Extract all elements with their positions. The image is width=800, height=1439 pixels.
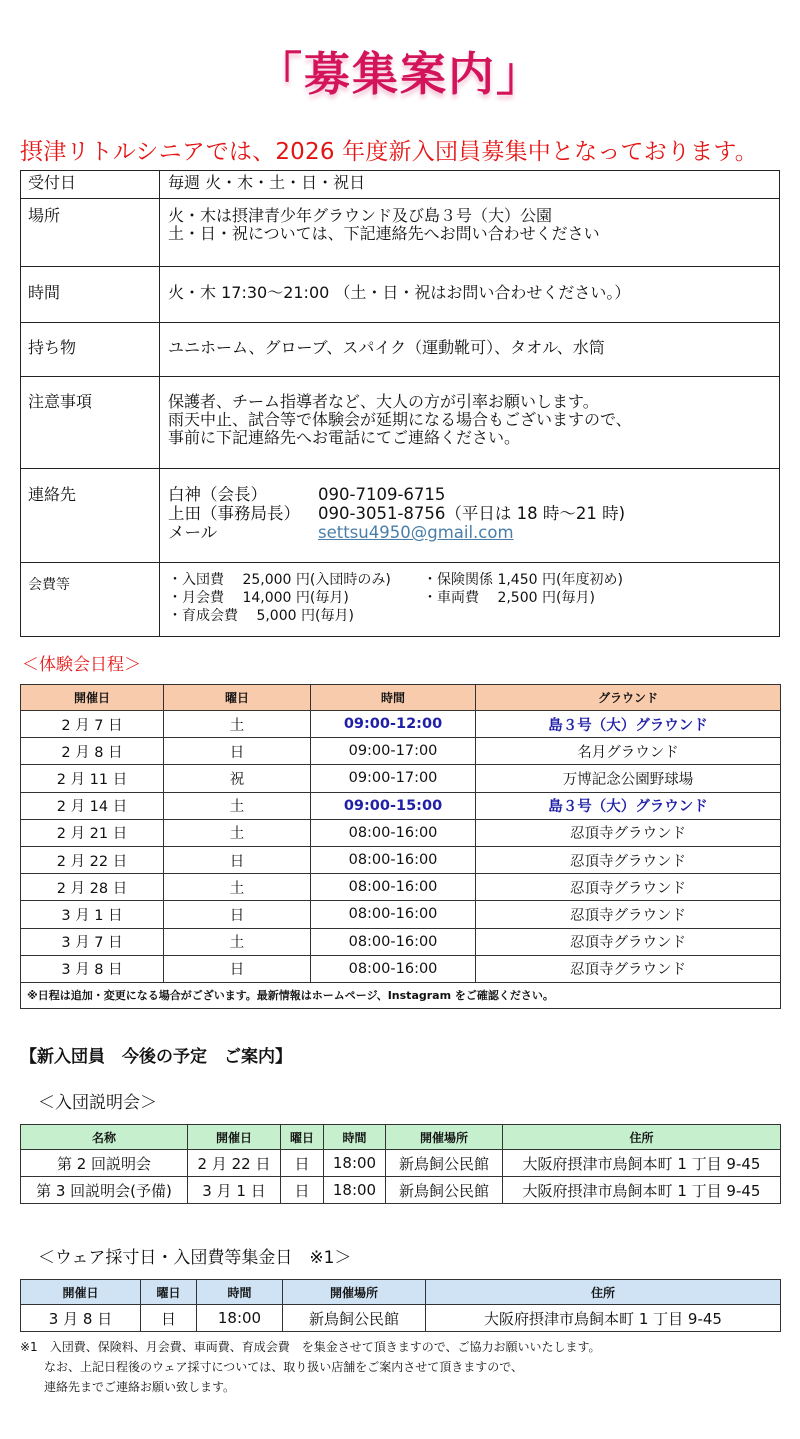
briefing-cell: 第 2 回説明会 <box>21 1150 188 1177</box>
wear-cell: 新鳥飼公民館 <box>283 1305 426 1332</box>
info-row-reception <box>21 171 780 199</box>
column-header: 時間 <box>197 1280 283 1305</box>
trial-cell-time: 09:00-17:00 <box>311 738 476 765</box>
trial-row <box>21 738 781 765</box>
briefing-cell: 日 <box>281 1177 324 1204</box>
trial-cell-day: 土 <box>164 819 311 846</box>
trial-row <box>21 711 781 738</box>
trial-row <box>21 765 781 792</box>
place-line: 火・木は摂津青少年グラウンド及び島３号（大）公園 <box>168 206 553 225</box>
briefing-heading: ＜入団説明会＞ <box>38 1093 157 1113</box>
trial-row <box>21 819 781 846</box>
briefing-cell: 2 月 22 日 <box>188 1150 281 1177</box>
info-value: ユニホーム、グローブ、スパイク（運動靴可）、タオル、水筒 <box>160 323 780 377</box>
trial-cell-day: 土 <box>164 928 311 955</box>
info-label: 会費等 <box>21 563 160 637</box>
briefing-cell: 第 3 回説明会(予備) <box>21 1177 188 1204</box>
trial-row <box>21 901 781 928</box>
contact-name: 白神（会長） <box>168 485 267 504</box>
wear-body <box>21 1305 781 1332</box>
info-value <box>160 469 780 563</box>
trial-cell-time: 09:00-17:00 <box>311 765 476 792</box>
column-header: 開催日 <box>188 1125 281 1150</box>
wear-cell: 大阪府摂津市鳥飼本町 1 丁目 9-45 <box>426 1305 781 1332</box>
trial-row <box>21 874 781 901</box>
notes-line: 保護者、チーム指導者など、大人の方が引率お願いします。 <box>168 392 599 411</box>
fee-grid <box>168 571 779 625</box>
info-label: 連絡先 <box>21 469 160 563</box>
fee-item: ・月会費 14,000 円(毎月) <box>168 590 349 606</box>
info-row-time <box>21 267 780 323</box>
trial-row <box>21 792 781 819</box>
info-value <box>160 199 780 267</box>
trial-cell-time: 08:00-16:00 <box>311 819 476 846</box>
trial-cell-date: 2 月 7 日 <box>21 711 164 738</box>
info-value <box>160 563 780 637</box>
trial-cell-date: 2 月 14 日 <box>21 792 164 819</box>
briefing-table <box>20 1124 781 1204</box>
footnote-line: 連絡先までご連絡お願い致します。 <box>20 1380 236 1394</box>
trial-row <box>21 846 781 873</box>
info-row-contact <box>21 469 780 563</box>
wear-header-row <box>21 1280 781 1305</box>
place-line: 土・日・祝については、下記連絡先へお問い合わせください <box>168 224 600 243</box>
trial-cell-date: 2 月 21 日 <box>21 819 164 846</box>
column-header: グラウンド <box>476 685 781 711</box>
info-row-fees <box>21 563 780 637</box>
fee-item: ・育成会費 5,000 円(毎月) <box>168 608 354 624</box>
footnote-line: なお、上記日程後のウェア採寸については、取り扱い店舗をご案内させて頂きますので、 <box>20 1360 524 1374</box>
trial-cell-day: 日 <box>164 955 311 982</box>
notes-line: 雨天中止、試合等で体験会が延期になる場合もございますので、 <box>168 410 632 429</box>
footnote <box>20 1337 601 1397</box>
trial-cell-day: 祝 <box>164 765 311 792</box>
fee-item: ・車両費 2,500 円(毎月) <box>423 590 595 606</box>
briefing-header-row <box>21 1125 781 1150</box>
trial-cell-date: 2 月 22 日 <box>21 846 164 873</box>
wear-cell: 3 月 8 日 <box>21 1305 141 1332</box>
column-header: 開催場所 <box>386 1125 503 1150</box>
notes-line: 事前に下記連絡先へお電話にてご連絡ください。 <box>168 428 521 447</box>
footnote-line: ※1 入団費、保険料、月会費、車両費、育成会費 を集金させて頂きますので、ご協力お願いいたします。 <box>20 1340 601 1354</box>
contact-phone: 090-7109-6715 <box>318 485 446 504</box>
trial-cell-ground: 万博記念公園野球場 <box>476 765 781 792</box>
schedule-heading: 【新入団員 今後の予定 ご案内】 <box>20 1047 292 1067</box>
page-title: 「募集案内」 <box>256 47 544 101</box>
column-header: 曜日 <box>164 685 311 711</box>
trial-cell-date: 3 月 8 日 <box>21 955 164 982</box>
trial-cell-time: 08:00-16:00 <box>311 846 476 873</box>
contact-grid <box>168 485 779 542</box>
info-label: 受付日 <box>21 171 160 199</box>
trial-row <box>21 928 781 955</box>
fee-item <box>423 607 779 625</box>
info-row-notes <box>21 377 780 469</box>
briefing-cell: 18:00 <box>324 1150 386 1177</box>
info-label: 時間 <box>21 267 160 323</box>
trial-cell-ground: 忍頂寺グラウンド <box>476 874 781 901</box>
wear-cell: 日 <box>141 1305 197 1332</box>
info-value <box>160 377 780 469</box>
wear-table <box>20 1279 781 1332</box>
trial-cell-ground: 忍頂寺グラウンド <box>476 846 781 873</box>
fee-item: ・入団費 25,000 円(入団時のみ) <box>168 572 391 588</box>
briefing-row <box>21 1177 781 1204</box>
trial-cell-time: 08:00-16:00 <box>311 901 476 928</box>
trial-cell-ground: 忍頂寺グラウンド <box>476 928 781 955</box>
trial-cell-day: 日 <box>164 846 311 873</box>
briefing-cell: 大阪府摂津市鳥飼本町 1 丁目 9-45 <box>503 1150 781 1177</box>
email-link[interactable]: settsu4950@gmail.com <box>318 523 514 542</box>
column-header: 開催場所 <box>283 1280 426 1305</box>
trial-cell-date: 2 月 11 日 <box>21 765 164 792</box>
wear-cell: 18:00 <box>197 1305 283 1332</box>
trial-cell-ground: 忍頂寺グラウンド <box>476 955 781 982</box>
trial-cell-day: 土 <box>164 874 311 901</box>
trial-cell-day: 土 <box>164 711 311 738</box>
trial-header-row <box>21 685 781 711</box>
contact-phone: 090-3051-8756（平日は 18 時～21 時) <box>318 504 626 523</box>
column-header: 住所 <box>426 1280 781 1305</box>
briefing-row <box>21 1150 781 1177</box>
column-header: 住所 <box>503 1125 781 1150</box>
contact-name: 上田（事務局長） <box>168 504 300 523</box>
trial-cell-time: 08:00-16:00 <box>311 874 476 901</box>
trial-cell-ground: 忍頂寺グラウンド <box>476 901 781 928</box>
trial-cell-ground: 島３号（大）グラウンド <box>476 711 781 738</box>
trial-note: ※日程は追加・変更になる場合がございます。最新情報はホームページ、Instagram をご確認ください。 <box>21 982 781 1008</box>
trial-cell-time: 08:00-16:00 <box>311 928 476 955</box>
briefing-cell: 3 月 1 日 <box>188 1177 281 1204</box>
briefing-body <box>21 1150 781 1204</box>
column-header: 曜日 <box>281 1125 324 1150</box>
trial-cell-time: 09:00-15:00 <box>311 792 476 819</box>
info-value: 毎週 火・木・土・日・祝日 <box>160 171 780 199</box>
trial-cell-time: 09:00-12:00 <box>311 711 476 738</box>
trial-cell-date: 2 月 28 日 <box>21 874 164 901</box>
briefing-cell: 18:00 <box>324 1177 386 1204</box>
recruit-headline: 摂津リトルシニアでは、2026 年度新入団員募集中となっております。 <box>20 139 758 165</box>
info-table <box>20 170 780 637</box>
trial-cell-date: 3 月 1 日 <box>21 901 164 928</box>
contact-name: メール <box>168 523 218 542</box>
info-label: 持ち物 <box>21 323 160 377</box>
column-header: 開催日 <box>21 1280 141 1305</box>
trial-cell-ground: 名月グラウンド <box>476 738 781 765</box>
briefing-cell: 日 <box>281 1150 324 1177</box>
trial-cell-time: 08:00-16:00 <box>311 955 476 982</box>
info-row-items <box>21 323 780 377</box>
column-header: 名称 <box>21 1125 188 1150</box>
wear-heading: ＜ウェア採寸日・入団費等集金日 ※1＞ <box>38 1248 352 1268</box>
trial-heading: ＜体験会日程＞ <box>22 655 141 675</box>
info-row-place <box>21 199 780 267</box>
trial-cell-day: 日 <box>164 901 311 928</box>
trial-row <box>21 955 781 982</box>
info-label: 注意事項 <box>21 377 160 469</box>
column-header: 時間 <box>324 1125 386 1150</box>
trial-body <box>21 711 781 983</box>
trial-schedule-table <box>20 684 781 1009</box>
trial-note-row <box>21 982 781 1008</box>
briefing-cell: 新鳥飼公民館 <box>386 1150 503 1177</box>
trial-cell-day: 日 <box>164 738 311 765</box>
trial-cell-ground: 島３号（大）グラウンド <box>476 792 781 819</box>
trial-cell-date: 2 月 8 日 <box>21 738 164 765</box>
column-header: 曜日 <box>141 1280 197 1305</box>
briefing-cell: 新鳥飼公民館 <box>386 1177 503 1204</box>
trial-cell-date: 3 月 7 日 <box>21 928 164 955</box>
trial-cell-ground: 忍頂寺グラウンド <box>476 819 781 846</box>
fee-item: ・保険関係 1,450 円(年度初め) <box>423 572 623 588</box>
trial-cell-day: 土 <box>164 792 311 819</box>
column-header: 開催日 <box>21 685 164 711</box>
briefing-cell: 大阪府摂津市鳥飼本町 1 丁目 9-45 <box>503 1177 781 1204</box>
info-value: 火・木 17:30～21:00 （土・日・祝はお問い合わせください。） <box>160 267 780 323</box>
info-label: 場所 <box>21 199 160 267</box>
wear-row <box>21 1305 781 1332</box>
column-header: 時間 <box>311 685 476 711</box>
